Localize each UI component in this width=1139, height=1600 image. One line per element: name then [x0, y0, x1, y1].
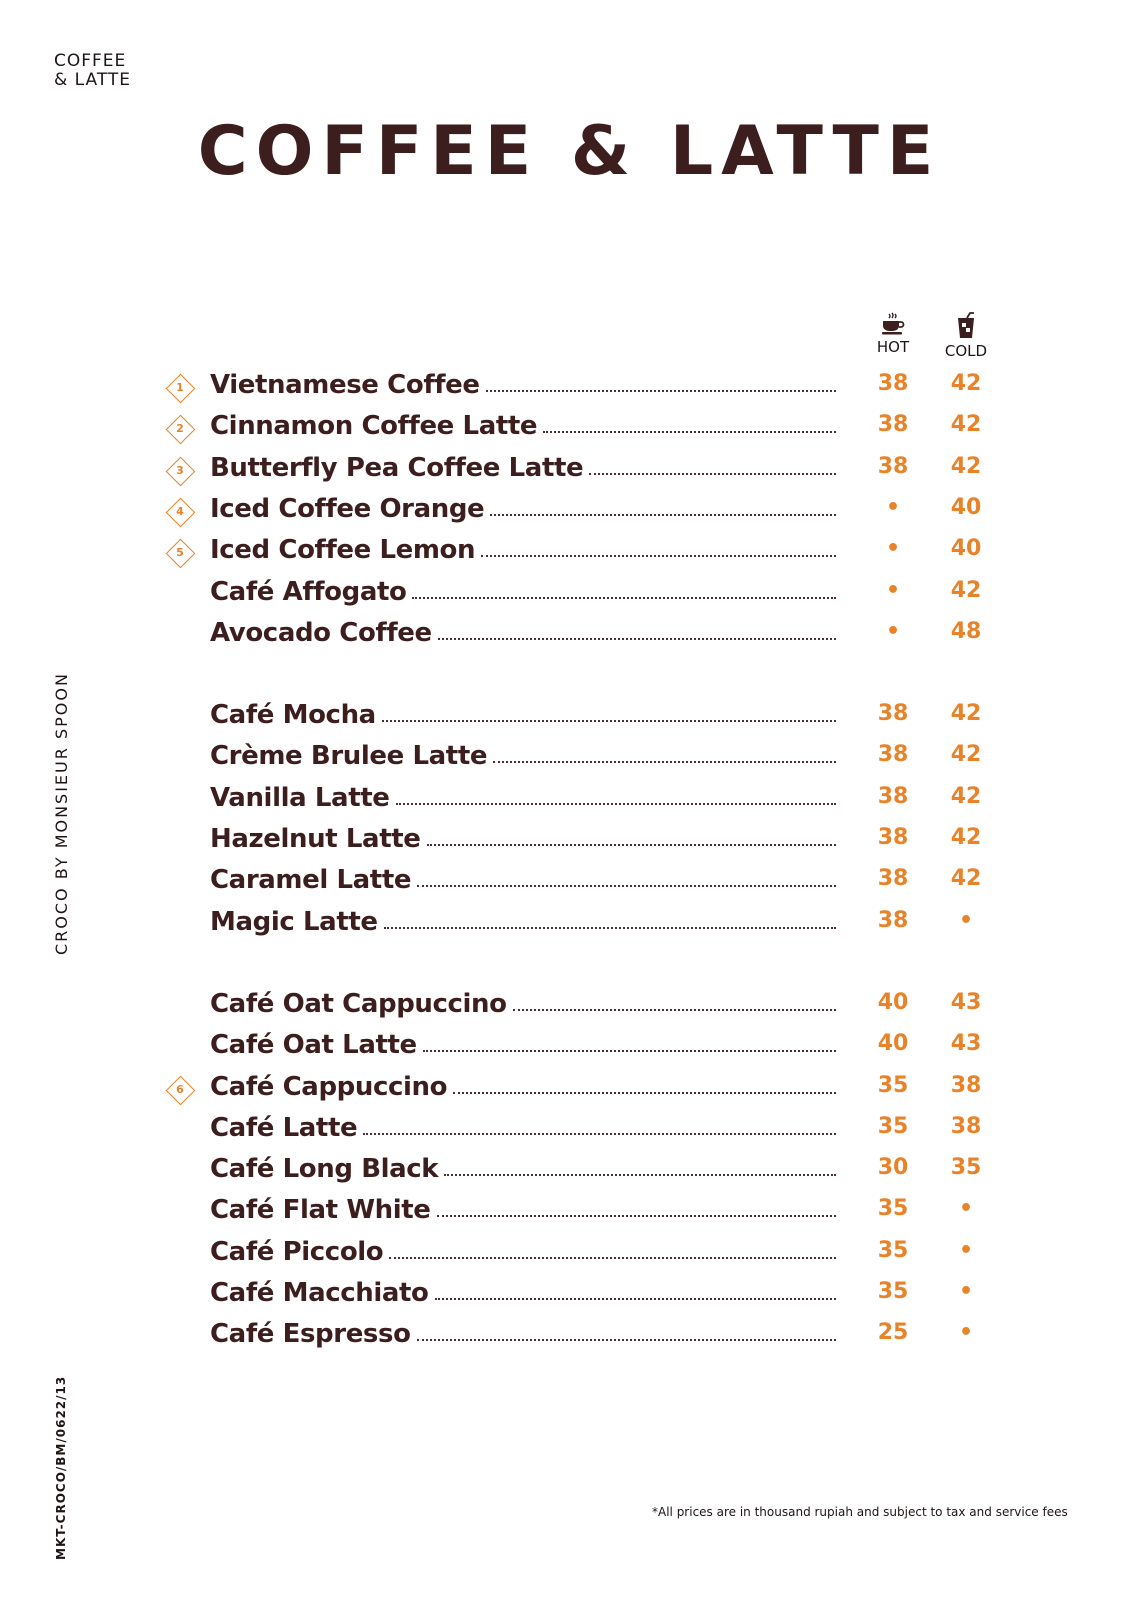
- dotted-leader: [444, 1173, 836, 1176]
- item-name: Café Oat Latte: [210, 1030, 417, 1061]
- menu-item: [210, 861, 990, 901]
- menu-item: [210, 737, 990, 777]
- price-cold: •: [958, 1196, 974, 1222]
- dotted-leader: [493, 760, 836, 763]
- item-name-line: [210, 1315, 838, 1349]
- price-cold: 40: [950, 494, 982, 520]
- price-hot: 38: [877, 783, 909, 809]
- price-hot: 35: [877, 1072, 909, 1098]
- dotted-leader: [412, 596, 836, 599]
- menu-item: [176, 407, 990, 447]
- badge-number: 4: [176, 504, 184, 518]
- item-name: Cinnamon Coffee Latte: [210, 411, 538, 442]
- menu-item: [210, 1315, 990, 1355]
- item-name-line: [210, 1233, 838, 1267]
- price-cold: 42: [950, 701, 982, 727]
- item-name: Café Piccolo: [210, 1236, 384, 1267]
- badge-number: 6: [176, 1082, 184, 1096]
- price-cold: 42: [950, 742, 982, 768]
- menu-item: [176, 449, 990, 489]
- item-name-line: [210, 985, 838, 1019]
- item-name: Avocado Coffee: [210, 617, 432, 648]
- item-name-line: [210, 1150, 838, 1184]
- dotted-leader: [543, 430, 836, 433]
- item-name-line: [210, 737, 838, 771]
- item-name-line: [210, 449, 838, 483]
- item-name: Crème Brulee Latte: [210, 741, 488, 772]
- item-name: Magic Latte: [210, 906, 378, 937]
- menu-item: [210, 1026, 990, 1066]
- price-cold: •: [958, 1320, 974, 1346]
- item-name-line: [210, 1109, 838, 1143]
- dotted-leader: [417, 1338, 836, 1341]
- item-name-line: [210, 614, 838, 648]
- number-badge: [166, 457, 194, 485]
- menu-item: [176, 490, 990, 530]
- price-cold: •: [958, 1237, 974, 1263]
- page-title: COFFEE & LATTE: [197, 112, 942, 191]
- menu-item: [210, 985, 990, 1025]
- brand-vertical-text: CROCO BY MONSIEUR SPOON: [52, 672, 71, 955]
- item-name-line: [210, 490, 838, 524]
- price-hot: 38: [877, 453, 909, 479]
- price-hot: •: [885, 494, 901, 520]
- price-cold: 42: [950, 783, 982, 809]
- price-hot: 38: [877, 742, 909, 768]
- price-hot: •: [885, 577, 901, 603]
- item-name-line: [210, 861, 838, 895]
- item-name: Vietnamese Coffee: [210, 370, 480, 400]
- menu-item: [210, 1191, 990, 1231]
- price-hot: 30: [877, 1155, 909, 1181]
- price-hot: 40: [877, 989, 909, 1015]
- column-header-hot: [858, 312, 928, 356]
- price-cold: 42: [950, 866, 982, 892]
- dotted-leader: [427, 843, 837, 846]
- badge-number: 5: [176, 546, 184, 560]
- item-name-line: [210, 531, 838, 565]
- price-hot: 25: [877, 1320, 909, 1346]
- badge-number: 3: [176, 463, 184, 477]
- item-name: Caramel Latte: [210, 865, 412, 896]
- item-name-line: [210, 820, 838, 854]
- price-cold: 40: [950, 536, 982, 562]
- badge-number: 1: [176, 381, 184, 394]
- price-cold: 42: [950, 371, 982, 396]
- price-hot: 35: [877, 1196, 909, 1222]
- column-label-hot: HOT: [876, 338, 910, 356]
- item-name-line: [210, 366, 838, 400]
- dotted-leader: [481, 554, 836, 557]
- dotted-leader: [423, 1049, 836, 1052]
- item-name: Café Latte: [210, 1112, 358, 1143]
- number-badge: [166, 374, 194, 402]
- price-cold: 48: [950, 618, 982, 644]
- dotted-leader: [490, 513, 836, 516]
- price-hot: 38: [877, 907, 909, 933]
- price-hot: 35: [877, 1113, 909, 1139]
- menu-item: [210, 573, 990, 613]
- item-name-line: [210, 1068, 838, 1102]
- menu-item: [210, 1150, 990, 1190]
- item-name: Café Affogato: [210, 576, 407, 607]
- price-hot: 40: [877, 1031, 909, 1057]
- price-hot: 35: [877, 1279, 909, 1304]
- column-header-cold: [931, 312, 1001, 360]
- menu-item: [210, 1274, 990, 1314]
- item-name: Café Oat Cappuccino: [210, 988, 507, 1019]
- dotted-leader: [453, 1091, 836, 1094]
- badge-number: 2: [176, 422, 184, 436]
- corner-title-line-2: & LATTE: [54, 70, 132, 90]
- dotted-leader: [396, 802, 837, 805]
- dotted-leader: [486, 389, 836, 392]
- item-name-line: [210, 696, 838, 730]
- dotted-leader: [435, 1297, 836, 1300]
- item-name: Hazelnut Latte: [210, 824, 421, 854]
- number-badge: [166, 498, 194, 526]
- dotted-leader: [513, 1008, 836, 1011]
- menu-item: [210, 1233, 990, 1273]
- coffee-cup-icon: [880, 312, 906, 336]
- price-hot: •: [885, 536, 901, 562]
- item-name-line: [210, 1274, 838, 1308]
- price-hot: •: [885, 618, 901, 644]
- menu-item: [176, 1068, 990, 1108]
- price-cold: 35: [950, 1155, 982, 1181]
- dotted-leader: [417, 884, 836, 887]
- menu-item: [210, 696, 990, 736]
- item-name: Café Long Black: [210, 1154, 439, 1185]
- menu-item: [210, 614, 990, 654]
- price-cold: 43: [950, 1031, 982, 1057]
- price-cold: 42: [950, 825, 982, 850]
- price-cold: 43: [950, 989, 982, 1015]
- item-name-line: [210, 903, 838, 937]
- item-name: Vanilla Latte: [210, 782, 390, 813]
- item-name-line: [210, 407, 838, 441]
- item-name: Café Macchiato: [210, 1278, 429, 1308]
- item-name-line: [210, 779, 838, 813]
- price-cold: 38: [950, 1113, 982, 1139]
- iced-cup-icon: [954, 312, 978, 340]
- dotted-leader: [589, 472, 836, 475]
- price-hot: 38: [877, 701, 909, 727]
- price-cold: 42: [950, 577, 982, 603]
- number-badge: [166, 539, 194, 567]
- price-hot: 35: [877, 1237, 909, 1263]
- item-name: Iced Coffee Lemon: [210, 535, 476, 566]
- menu-item: [176, 531, 990, 571]
- item-name-line: [210, 573, 838, 607]
- menu-item: [210, 779, 990, 819]
- price-hot: 38: [877, 412, 909, 438]
- dotted-leader: [363, 1132, 836, 1135]
- dotted-leader: [438, 637, 836, 640]
- item-name-line: [210, 1026, 838, 1060]
- dotted-leader: [382, 719, 836, 722]
- item-name: Café Cappuccino: [210, 1071, 448, 1102]
- item-name: Iced Coffee Orange: [210, 493, 485, 524]
- price-hot: 38: [877, 866, 909, 892]
- corner-title: [54, 52, 131, 90]
- dotted-leader: [437, 1214, 837, 1217]
- item-name: Café Flat White: [210, 1195, 431, 1226]
- price-footnote: *All prices are in thousand rupiah and subject to tax and service fees: [652, 1505, 1068, 1519]
- menu-item: [176, 366, 990, 406]
- price-cold: 38: [950, 1072, 982, 1098]
- document-code: MKT-CROCO/BM/0622/13: [54, 1375, 68, 1560]
- menu-item: [210, 903, 990, 943]
- price-hot: 38: [877, 825, 909, 850]
- column-label-cold: COLD: [944, 342, 988, 360]
- number-badge: [166, 1076, 194, 1104]
- number-badge: [166, 415, 194, 443]
- item-name-line: [210, 1191, 838, 1225]
- price-cold: 42: [950, 453, 982, 479]
- menu-item: [210, 1109, 990, 1149]
- price-cold: •: [958, 1279, 974, 1304]
- corner-title-line-1: COFFEE: [54, 51, 127, 71]
- dotted-leader: [389, 1256, 836, 1259]
- item-name: Butterfly Pea Coffee Latte: [210, 452, 584, 483]
- price-cold: 42: [950, 412, 982, 438]
- price-cold: •: [958, 907, 974, 933]
- menu-item: [210, 820, 990, 860]
- item-name: Café Mocha: [210, 700, 376, 731]
- price-hot: 38: [877, 371, 909, 396]
- dotted-leader: [384, 926, 836, 929]
- item-name: Café Espresso: [210, 1319, 411, 1350]
